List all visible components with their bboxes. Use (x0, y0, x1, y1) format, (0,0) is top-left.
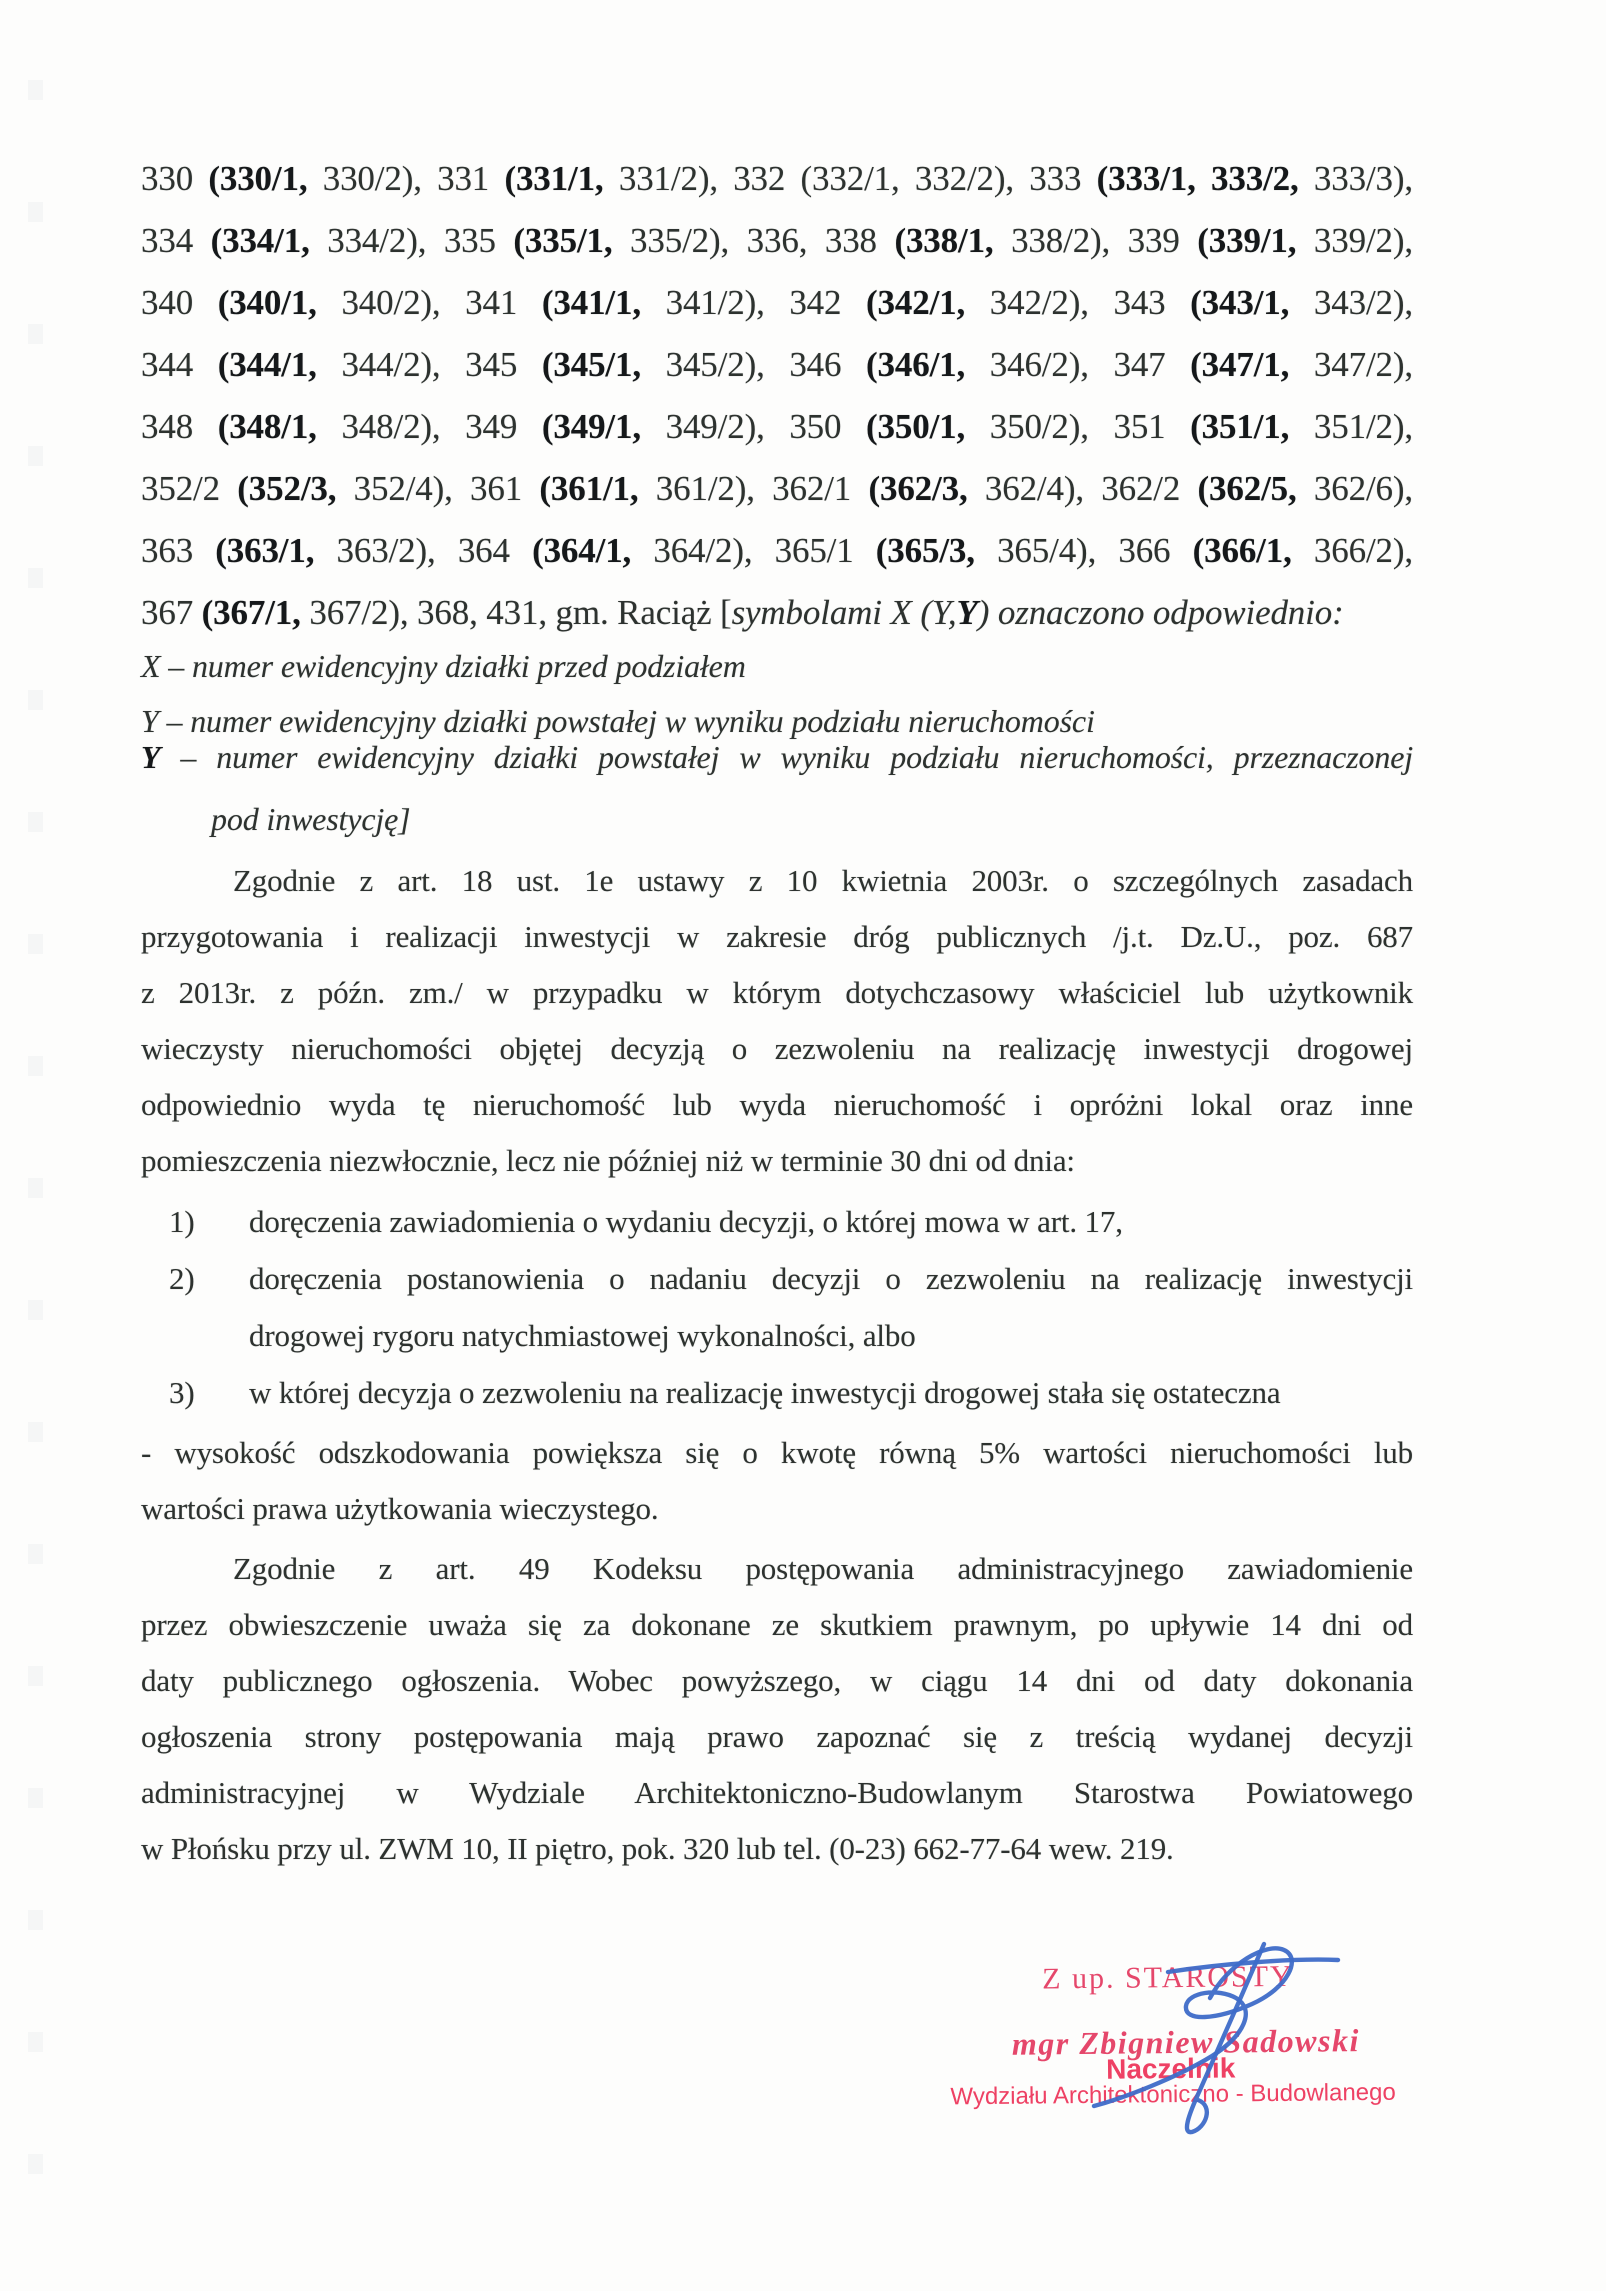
legend-line-continuation (141, 797, 1413, 841)
text-segment: administracyjnej w Wydziale Architektoniczno-Budowlanym Starostwa Powiatowego (141, 1775, 1413, 1810)
text-segment: ) oznaczono odpowiednio: (977, 593, 1344, 632)
text-segment: (365/3, (875, 531, 975, 570)
text-segment: drogowej rygoru natychmiastowej wykonalności, albo (249, 1318, 916, 1353)
text-segment: przez obwieszczenie uważa się za dokonane ze skutkiem prawnym, po upływie 14 dni od (141, 1607, 1413, 1642)
text-segment: 338/2), 339 (993, 221, 1198, 260)
text-segment: 350/2), 351 (965, 407, 1191, 446)
list-marker: 2) (169, 1261, 195, 1296)
text-line (141, 1425, 1413, 1481)
text-segment: 348/2), 349 (316, 407, 542, 446)
text-segment: (343/1, (1190, 283, 1290, 322)
text-segment: (367/1, (201, 593, 301, 632)
text-segment: (334/1, (210, 221, 310, 260)
text-line (141, 644, 1413, 688)
list-marker: 1) (169, 1204, 195, 1239)
text-line (141, 396, 1413, 458)
text-segment: (351/1, (1190, 407, 1290, 446)
text-line (141, 1307, 1413, 1364)
text-segment: z 2013r. z późn. zm./ w przypadku w którym dotychczasowy właściciel lub użytkownik (141, 975, 1413, 1010)
text-segment: przygotowania i realizacji inwestycji w zakresie dróg publicznych /j.t. Dz.U., poz. 687 (141, 919, 1413, 954)
text-segment: 366/2), (1291, 531, 1413, 570)
text-segment: 333/3), (1298, 159, 1413, 198)
parcel-number-list (141, 148, 1413, 644)
text-segment: 352/2 (141, 469, 238, 508)
text-segment: odpowiednio wyda tę nieruchomość lub wyda nieruchomość i opróżni lokal oraz inne (141, 1087, 1413, 1122)
text-line (141, 1765, 1413, 1821)
text-line (141, 210, 1413, 272)
text-line (141, 1481, 1413, 1537)
signer-department: Wydziału Architektoniczno - Budowlanego (950, 2078, 1396, 2111)
text-segment: (348/1, (217, 407, 317, 446)
stamp-authority-line: Z up. STAROSTY (1042, 1959, 1294, 1996)
text-line (141, 582, 1413, 644)
text-segment: Zgodnie z art. 18 ust. 1e ustawy z 10 kwietnia 2003r. o szczególnych zasadach (233, 863, 1413, 898)
text-segment: 334 (141, 221, 211, 260)
text-segment: (366/1, (1192, 531, 1292, 570)
text-segment: 342/2), 343 (965, 283, 1191, 322)
text-line (141, 1597, 1413, 1653)
text-segment: pomieszczenia niezwłocznie, lecz nie później niż w terminie 30 dni od dnia: (141, 1143, 1075, 1178)
text-segment: 340 (141, 283, 218, 322)
text-segment: - wysokość odszkodowania powiększa się o kwotę równą 5% wartości nieruchomości lub (141, 1435, 1413, 1470)
text-line (141, 1364, 1413, 1421)
text-segment: 334/2), 335 (309, 221, 514, 260)
paragraph-notification (141, 1541, 1413, 1877)
text-line (141, 1709, 1413, 1765)
signature-scribble (1060, 1936, 1360, 2186)
text-line (141, 853, 1413, 909)
text-segment: w Płońsku przy ul. ZWM 10, II piętro, pok. 320 lub tel. (0-23) 662-77-64 wew. 219. (141, 1831, 1174, 1866)
text-line (141, 1021, 1413, 1077)
text-segment: (340/1, (217, 283, 317, 322)
text-line (141, 1653, 1413, 1709)
text-segment: 340/2), 341 (316, 283, 542, 322)
text-segment: w której decyzja o zezwoleniu na realizację inwestycji drogowej stała się ostateczna (249, 1375, 1281, 1410)
text-segment: (364/1, (532, 531, 632, 570)
text-segment: (330/1, (208, 159, 308, 198)
text-segment: 367/2), 368, 431, gm. Raciąż [ (300, 593, 732, 632)
text-segment: (333/1, 333/2, (1096, 159, 1299, 198)
text-segment: 339/2), (1296, 221, 1413, 260)
text-segment: 364/2), 365/1 (631, 531, 876, 570)
text-segment: (341/1, (541, 283, 641, 322)
text-line (141, 965, 1413, 1021)
text-line (211, 797, 1413, 841)
text-segment: 344/2), 345 (316, 345, 542, 384)
signer-title: Naczelnik (1105, 2052, 1236, 2085)
numbered-list (141, 1193, 1413, 1421)
text-segment: (345/1, (541, 345, 641, 384)
text-line (141, 909, 1413, 965)
text-segment: (344/1, (217, 345, 317, 384)
text-segment: 335/2), 336, 338 (612, 221, 895, 260)
list-marker: 3) (169, 1375, 195, 1410)
text-line (141, 1133, 1413, 1189)
text-segment: 351/2), (1289, 407, 1413, 446)
text-line (141, 1077, 1413, 1133)
text-segment: 346/2), 347 (965, 345, 1191, 384)
text-segment: wieczysty nieruchomości objętej decyzją o zezwoleniu na realizację inwestycji drogowej (141, 1031, 1413, 1066)
text-segment: X – numer ewidencyjny działki przed podziałem (141, 648, 746, 684)
dash-note-compensation (141, 1425, 1413, 1537)
text-segment: doręczenia zawiadomienia o wydaniu decyzji, o której mowa w art. 17, (249, 1204, 1123, 1239)
text-segment: 330/2), 331 (307, 159, 505, 198)
text-line (141, 1193, 1413, 1250)
text-segment: 362/6), (1296, 469, 1414, 508)
text-segment: 347/2), (1289, 345, 1413, 384)
text-line (141, 1250, 1413, 1307)
legend-line-y2 (141, 735, 1413, 779)
text-segment: (363/1, (215, 531, 315, 570)
text-segment: (361/1, (539, 469, 639, 508)
text-segment: (347/1, (1190, 345, 1290, 384)
legend-line-x (141, 644, 1413, 688)
text-segment: (352/3, (237, 469, 337, 508)
text-segment: (362/5, (1197, 469, 1297, 508)
text-segment: (349/1, (541, 407, 641, 446)
text-line (141, 148, 1413, 210)
text-segment: (331/1, (504, 159, 604, 198)
text-segment: 330 (141, 159, 209, 198)
text-line (141, 520, 1413, 582)
text-segment: 345/2), 346 (640, 345, 867, 384)
text-segment: 367 (141, 593, 202, 632)
text-segment: 331/2), 332 (332/1, 332/2), 333 (603, 159, 1097, 198)
text-segment: pod inwestycję] (211, 801, 411, 837)
text-segment: 344 (141, 345, 218, 384)
text-segment: 363 (141, 531, 216, 570)
text-segment: 362/4), 362/2 (967, 469, 1198, 508)
text-segment: 343/2), (1289, 283, 1413, 322)
text-segment: – numer ewidencyjny działki powstałej w wyniku podziału nieruchomości, przeznaczonej (160, 739, 1413, 775)
text-segment: ogłoszenia strony postępowania mają prawo zapoznać się z treścią wydanej decyzji (141, 1719, 1413, 1754)
paragraph-legal-basis (141, 853, 1413, 1189)
text-line (141, 735, 1413, 779)
text-segment: 363/2), 364 (314, 531, 533, 570)
text-segment: daty publicznego ogłoszenia. Wobec powyższego, w ciągu 14 dni od daty dokonania (141, 1663, 1413, 1698)
text-segment: Y (141, 739, 161, 775)
text-segment: Zgodnie z art. 49 Kodeksu postępowania administracyjnego zawiadomienie (233, 1551, 1413, 1586)
text-segment: (346/1, (866, 345, 966, 384)
text-segment: (350/1, (866, 407, 966, 446)
scan-artifact-strip (28, 80, 43, 2210)
text-segment: wartości prawa użytkowania wieczystego. (141, 1491, 659, 1526)
text-segment: 341/2), 342 (640, 283, 867, 322)
text-segment: (338/1, (894, 221, 994, 260)
text-segment: symbolami X (Y, (731, 593, 957, 632)
text-segment: 348 (141, 407, 218, 446)
text-segment: (342/1, (866, 283, 966, 322)
text-segment: (339/1, (1197, 221, 1297, 260)
text-line (141, 458, 1413, 520)
text-segment: Y (956, 593, 978, 632)
text-line (141, 1821, 1413, 1877)
text-segment: (362/3, (868, 469, 968, 508)
signer-name: mgr Zbigniew Sadowski (1011, 2022, 1361, 2062)
text-segment: (335/1, (513, 221, 613, 260)
text-segment: 361/2), 362/1 (638, 469, 869, 508)
text-line (141, 1541, 1413, 1597)
text-segment: 349/2), 350 (640, 407, 867, 446)
text-line (141, 272, 1413, 334)
text-segment: 352/4), 361 (336, 469, 540, 508)
text-segment: 365/4), 366 (974, 531, 1193, 570)
text-segment: Y – numer ewidencyjny działki powstałej w wyniku podziału nieruchomości (141, 703, 1095, 739)
text-segment: doręczenia postanowienia o nadaniu decyzji o zezwoleniu na realizację inwestycji (249, 1261, 1413, 1296)
text-line (141, 334, 1413, 396)
